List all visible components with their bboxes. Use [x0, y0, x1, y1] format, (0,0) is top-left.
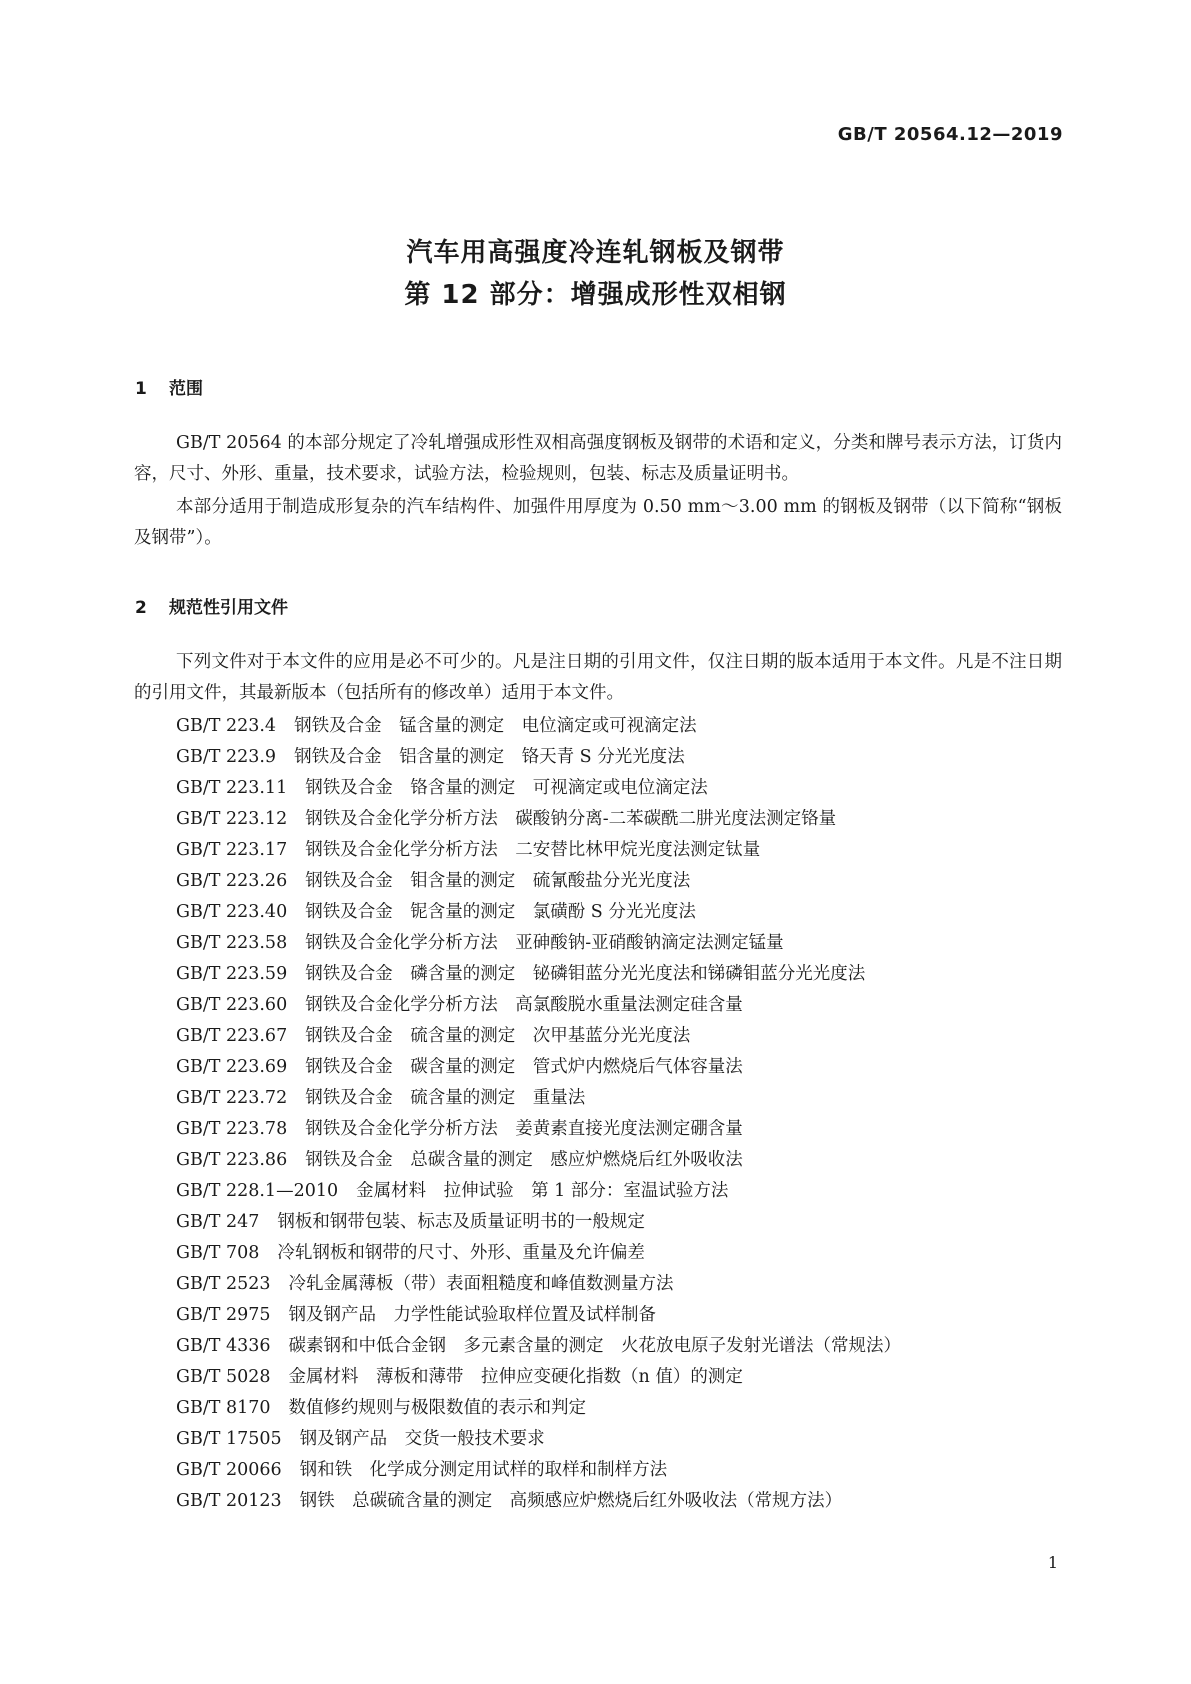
reference-item — [176, 1486, 901, 1517]
section-1-heading — [135, 374, 203, 399]
section-2-heading — [135, 593, 288, 618]
reference-code: GB/T 223.58 — [176, 933, 288, 953]
reference-title: 金属材料 薄板和薄带 拉伸应变硬化指数（n 值）的测定 — [288, 1367, 743, 1387]
reference-item — [176, 1052, 901, 1083]
reference-item — [176, 1393, 901, 1424]
reference-title: 冷轧金属薄板（带）表面粗糙度和峰值数测量方法 — [288, 1274, 674, 1294]
reference-title: 钢铁及合金化学分析方法 高氯酸脱水重量法测定硅含量 — [305, 995, 743, 1015]
reference-title: 钢铁及合金化学分析方法 二安替比林甲烷光度法测定钛量 — [305, 840, 761, 860]
reference-item — [176, 1083, 901, 1114]
reference-code: GB/T 223.69 — [176, 1057, 288, 1077]
section-2-number: 2 — [135, 598, 147, 618]
reference-item — [176, 1424, 901, 1455]
reference-code: GB/T 223.86 — [176, 1150, 288, 1170]
reference-title: 钢铁及合金 锰含量的测定 电位滴定或可视滴定法 — [294, 716, 697, 736]
reference-item — [176, 804, 901, 835]
reference-title: 钢及钢产品 力学性能试验取样位置及试样制备 — [288, 1305, 657, 1325]
reference-code: GB/T 228.1—2010 — [176, 1181, 339, 1201]
reference-item — [176, 1455, 901, 1486]
reference-item — [176, 866, 901, 897]
reference-title: 钢及钢产品 交货一般技术要求 — [299, 1429, 545, 1449]
reference-item — [176, 835, 901, 866]
reference-item — [176, 959, 901, 990]
reference-title: 钢铁及合金 铬含量的测定 可视滴定或电位滴定法 — [305, 778, 708, 798]
scope-paragraph-1: GB/T 20564 的本部分规定了冷轧增强成形性双相高强度钢板及钢带的术语和定义，分类和牌号表示方法，订货内容，尺寸、外形、重量，技术要求，试验方法，检验规则，包装、标志及质量证明书。 — [134, 433, 1062, 484]
reference-title: 钢铁及合金 硫含量的测定 重量法 — [305, 1088, 586, 1108]
reference-item — [176, 1238, 901, 1269]
reference-code: GB/T 8170 — [176, 1398, 271, 1418]
references-intro: 下列文件对于本文件的应用是必不可少的。凡是注日期的引用文件，仅注日期的版本适用于本文件。凡是不注日期的引用文件，其最新版本（包括所有的修改单）适用于本文件。 — [134, 652, 1062, 703]
reference-title: 钢铁及合金 磷含量的测定 铋磷钼蓝分光光度法和锑磷钼蓝分光光度法 — [305, 964, 866, 984]
reference-item — [176, 1145, 901, 1176]
reference-code: GB/T 223.60 — [176, 995, 288, 1015]
reference-code: GB/T 223.59 — [176, 964, 288, 984]
reference-item — [176, 1269, 901, 1300]
reference-title: 金属材料 拉伸试验 第 1 部分：室温试验方法 — [356, 1181, 729, 1201]
section-1-title: 范围 — [169, 379, 203, 399]
reference-code: GB/T 223.4 — [176, 716, 277, 736]
reference-code: GB/T 20123 — [176, 1491, 282, 1511]
section-1-number: 1 — [135, 379, 147, 399]
reference-title: 钢铁 总碳硫含量的测定 高频感应炉燃烧后红外吸收法（常规方法） — [299, 1491, 843, 1511]
standard-code: GB/T 20564.12—2019 — [837, 124, 1063, 145]
reference-code: GB/T 223.26 — [176, 871, 288, 891]
reference-item — [176, 1176, 901, 1207]
reference-item — [176, 711, 901, 742]
reference-code: GB/T 5028 — [176, 1367, 271, 1387]
reference-title: 冷轧钢板和钢带的尺寸、外形、重量及允许偏差 — [277, 1243, 645, 1263]
reference-title: 钢铁及合金 铌含量的测定 氯磺酚 S 分光光度法 — [305, 902, 696, 922]
reference-item — [176, 1021, 901, 1052]
reference-item — [176, 990, 901, 1021]
reference-title: 钢铁及合金 总碳含量的测定 感应炉燃烧后红外吸收法 — [305, 1150, 743, 1170]
reference-item — [176, 742, 901, 773]
reference-item — [176, 773, 901, 804]
reference-code: GB/T 223.78 — [176, 1119, 288, 1139]
reference-code: GB/T 17505 — [176, 1429, 282, 1449]
reference-title: 钢铁及合金 铝含量的测定 铬天青 S 分光光度法 — [294, 747, 685, 767]
reference-item — [176, 1114, 901, 1145]
scope-paragraph-2: 本部分适用于制造成形复杂的汽车结构件、加强件用厚度为 0.50 mm～3.00 mm 的钢板及钢带（以下简称“钢板及钢带”）。 — [134, 497, 1062, 548]
reference-item — [176, 1207, 901, 1238]
reference-title: 钢铁及合金化学分析方法 碳酸钠分离-二苯碳酰二肼光度法测定铬量 — [305, 809, 837, 829]
reference-code: GB/T 223.17 — [176, 840, 288, 860]
reference-code: GB/T 2975 — [176, 1305, 271, 1325]
reference-title: 钢板和钢带包装、标志及质量证明书的一般规定 — [277, 1212, 645, 1232]
reference-title: 钢和铁 化学成分测定用试样的取样和制样方法 — [299, 1460, 668, 1480]
reference-title: 钢铁及合金 碳含量的测定 管式炉内燃烧后气体容量法 — [305, 1057, 743, 1077]
reference-code: GB/T 223.40 — [176, 902, 288, 922]
reference-item — [176, 1300, 901, 1331]
reference-code: GB/T 223.12 — [176, 809, 288, 829]
reference-title: 钢铁及合金 钼含量的测定 硫氰酸盐分光光度法 — [305, 871, 691, 891]
reference-title: 碳素钢和中低合金钢 多元素含量的测定 火花放电原子发射光谱法（常规法） — [288, 1336, 902, 1356]
reference-code: GB/T 20066 — [176, 1460, 282, 1480]
reference-code: GB/T 247 — [176, 1212, 260, 1232]
document-title-line2: 第 12 部分：增强成形性双相钢 — [404, 280, 787, 310]
page-number: 1 — [1047, 1553, 1058, 1572]
reference-code: GB/T 223.11 — [176, 778, 288, 798]
reference-title: 钢铁及合金化学分析方法 亚砷酸钠-亚硝酸钠滴定法测定锰量 — [305, 933, 784, 953]
document-title-line1: 汽车用高强度冷连轧钢板及钢带 — [406, 238, 785, 268]
section-2-title: 规范性引用文件 — [169, 598, 288, 618]
reference-code: GB/T 223.72 — [176, 1088, 288, 1108]
reference-code: GB/T 4336 — [176, 1336, 271, 1356]
reference-list — [176, 711, 901, 1517]
reference-title: 钢铁及合金化学分析方法 姜黄素直接光度法测定硼含量 — [305, 1119, 743, 1139]
reference-code: GB/T 2523 — [176, 1274, 271, 1294]
reference-code: GB/T 223.67 — [176, 1026, 288, 1046]
reference-title: 钢铁及合金 硫含量的测定 次甲基蓝分光光度法 — [305, 1026, 691, 1046]
reference-code: GB/T 223.9 — [176, 747, 277, 767]
reference-code: GB/T 708 — [176, 1243, 260, 1263]
reference-item — [176, 928, 901, 959]
reference-item — [176, 897, 901, 928]
reference-title: 数值修约规则与极限数值的表示和判定 — [288, 1398, 587, 1418]
reference-item — [176, 1331, 901, 1362]
reference-item — [176, 1362, 901, 1393]
